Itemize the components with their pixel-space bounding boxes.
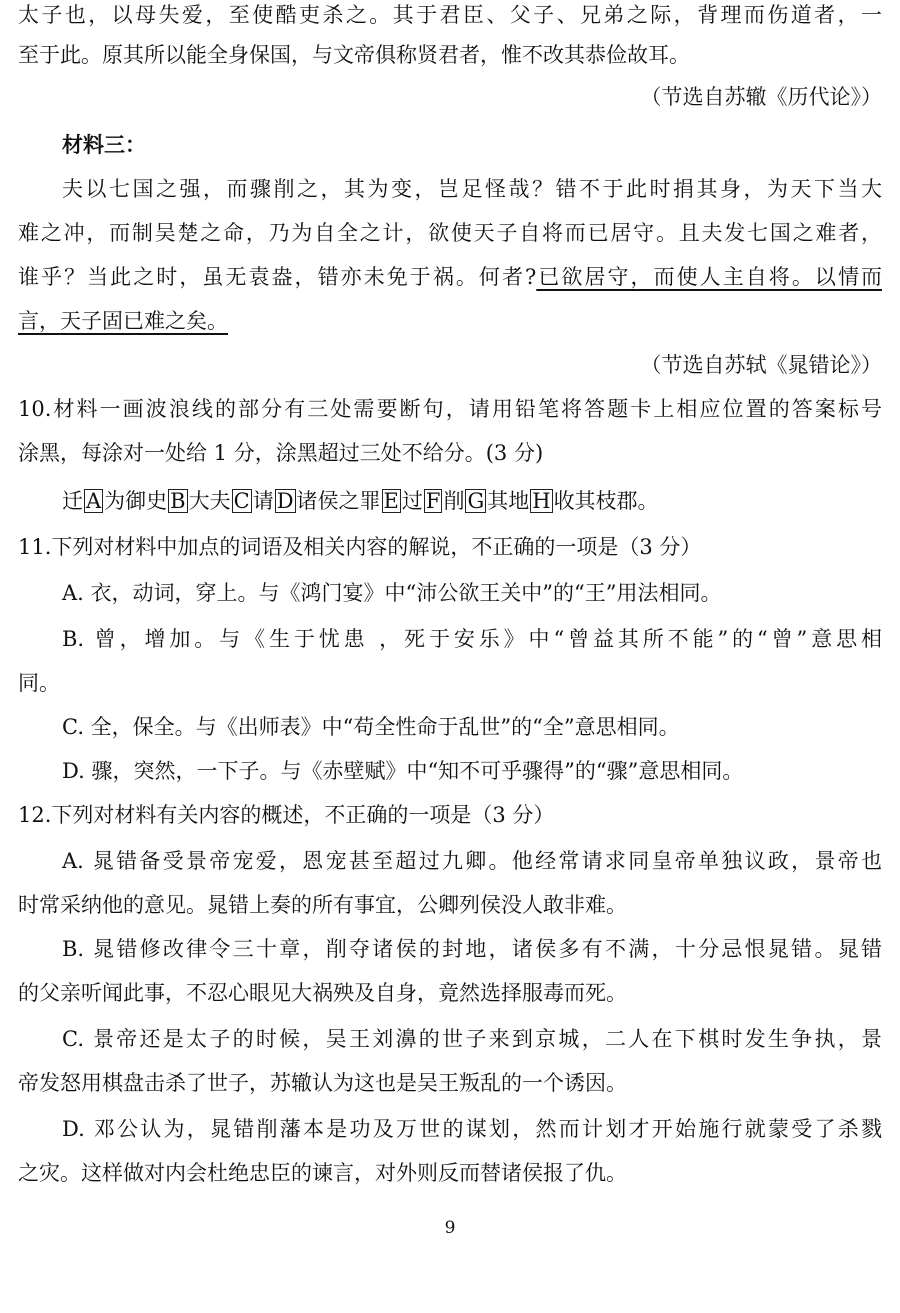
q10-stem-line2: 涂黑，每涂对一处给 1 分，涂黑超过三处不给分。(3 分) (18, 441, 544, 465)
q10-segment: 迁 (62, 489, 83, 513)
material3-line3 (18, 262, 882, 292)
q11-option-b-line2[interactable]: 同。 (18, 671, 60, 695)
q10-box-c[interactable]: C (233, 489, 250, 513)
page-number: 9 (444, 1218, 456, 1238)
material2-line2: 至于此。原其所以能全身保国，与文帝俱称贤君者，惟不改其恭俭故耳。 (18, 43, 690, 67)
material3-line3-plain: 谁乎？当此之时，虽无袁盎，错亦未免于祸。何者? (18, 265, 537, 289)
q11-option-b-line1[interactable]: B. 曾，增加。与《生于忧患 ，死于安乐》中“曾益其所不能”的“曾”意思相 (62, 627, 882, 651)
q12-option-c-line1[interactable]: C. 景帝还是太子的时候，吴王刘濞的世子来到京城，二人在下棋时发生争执，景 (62, 1027, 882, 1051)
material3-source: （节选自苏轼《晁错论》） (640, 353, 882, 377)
q11-option-d[interactable]: D. 骤，突然，一下子。与《赤壁赋》中“知不可乎骤得”的“骤”意思相同。 (62, 759, 744, 783)
q10-segment: 大夫 (188, 489, 231, 513)
q10-sentence (18, 486, 882, 516)
material2-source: （节选自苏辙《历代论》） (640, 85, 882, 109)
q12-stem: 12.下列对材料有关内容的概述，不正确的一项是（3 分） (18, 803, 555, 827)
q10-box-e[interactable]: E (383, 489, 399, 513)
q10-segment: 其地 (487, 489, 530, 513)
q11-option-a[interactable]: A. 衣，动词，穿上。与《鸿门宴》中“沛公欲王关中”的“王”用法相同。 (62, 581, 722, 605)
q10-box-b[interactable]: B (170, 489, 186, 513)
material3-line3-underlined: 已欲居守，而使人主自将。以情而 (536, 265, 882, 289)
q10-segment: 削 (443, 489, 465, 513)
q12-option-b-line1[interactable]: B. 晁错修改律令三十章，削夺诸侯的封地，诸侯多有不满，十分忌恨晁错。晁错 (62, 937, 882, 961)
q11-stem: 11.下列对材料中加点的词语及相关内容的解说，不正确的一项是（3 分） (18, 535, 702, 559)
q10-box-f[interactable]: F (425, 489, 441, 513)
q10-segment: 诸侯之罪 (296, 489, 381, 513)
q12-option-a-line2[interactable]: 时常采纳他的意见。晁错上奏的所有事宜，公卿列侯没人敢非难。 (18, 893, 627, 917)
material3-line2: 难之冲，而制吴楚之命，乃为自全之计，欲使天子自将而已居守。且夫发七国之难者， (18, 221, 882, 245)
material3-heading: 材料三： (62, 132, 146, 157)
q10-box-d[interactable]: D (276, 489, 294, 513)
q12-option-c-line2[interactable]: 帝发怒用棋盘击杀了世子，苏辙认为这也是吴王叛乱的一个诱因。 (18, 1071, 627, 1095)
q10-segment: 收其枝郡。 (553, 489, 659, 513)
material3-line1: 夫以七国之强，而骤削之，其为变，岂足怪哉？错不于此时捐其身，为天下当大 (62, 177, 882, 201)
q10-segment: 为御史 (104, 489, 168, 513)
q10-segment: 请 (252, 489, 274, 513)
q10-box-h[interactable]: H (532, 489, 551, 513)
q10-stem-line1: 10.材料一画波浪线的部分有三处需要断句，请用铅笔将答题卡上相应位置的答案标号 (18, 397, 882, 421)
q12-option-b-line2[interactable]: 的父亲听闻此事，不忍心眼见大祸殃及自身，竟然选择服毒而死。 (18, 981, 627, 1005)
q11-option-c[interactable]: C. 全，保全。与《出师表》中“苟全性命于乱世”的“全”意思相同。 (62, 715, 680, 739)
q10-box-g[interactable]: G (467, 489, 485, 513)
q10-box-a[interactable]: A (86, 489, 102, 513)
q10-segment: 过 (401, 489, 423, 513)
q12-option-d-line1[interactable]: D. 邓公认为，晁错削藩本是功及万世的谋划，然而计划才开始施行就蒙受了杀戮 (62, 1117, 882, 1141)
material3-line4 (18, 306, 882, 336)
q12-option-d-line2[interactable]: 之灾。这样做对内会杜绝忠臣的谏言，对外则反而替诸侯报了仇。 (18, 1161, 627, 1185)
material2-line1: 太子也，以母失爱，至使酷吏杀之。其于君臣、父子、兄弟之际，背理而伤道者，一 (18, 3, 882, 27)
material3-line4-underlined: 言，天子固已难之矣。 (18, 309, 228, 333)
q12-option-a-line1[interactable]: A. 晁错备受景帝宠爱，恩宠甚至超过九卿。他经常请求同皇帝单独议政，景帝也 (62, 849, 882, 873)
